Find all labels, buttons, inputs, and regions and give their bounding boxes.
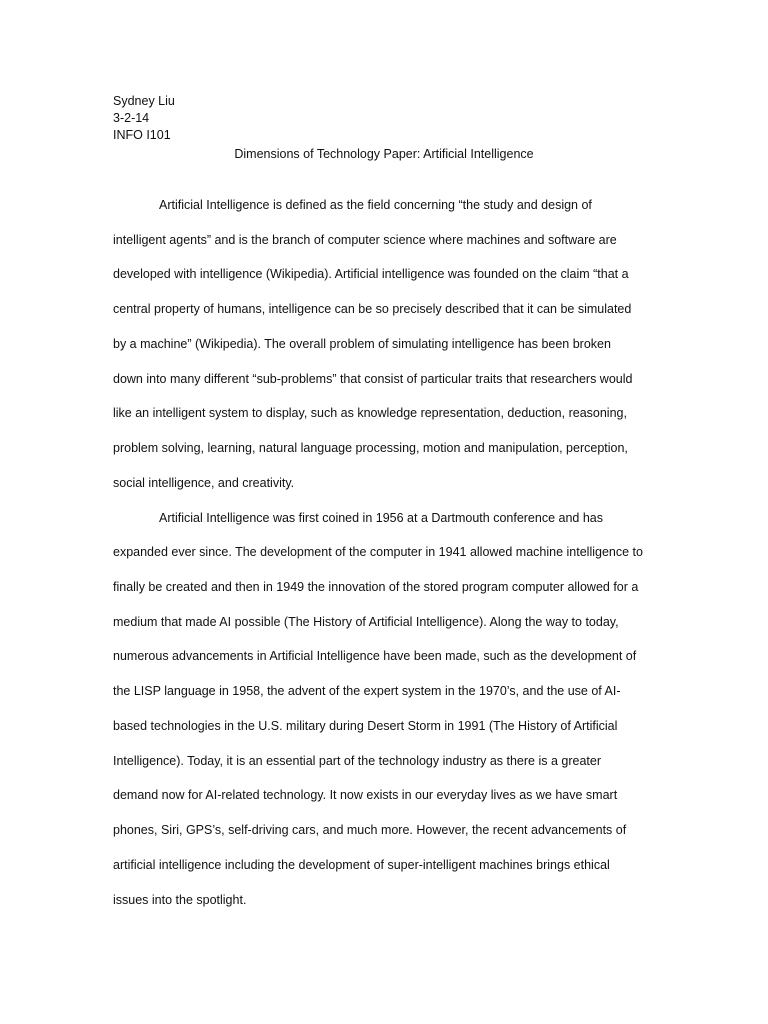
paragraph2-line: demand now for AI-related technology. It now exists in our everyday lives as we have smart <box>113 788 618 802</box>
paragraph2-line: Artificial Intelligence was first coined in 1956 at a Dartmouth conference and has <box>159 511 603 525</box>
author-name: Sydney Liu <box>113 94 175 108</box>
paragraph2-line: Intelligence). Today, it is an essential part of the technology industry as there is a greater <box>113 754 602 768</box>
paragraph2-line: the LISP language in 1958, the advent of the expert system in the 1970’s, and the use of AI- <box>113 684 621 698</box>
paper-title: Dimensions of Technology Paper: Artificial Intelligence <box>234 147 534 161</box>
paragraph1-line: down into many different “sub-problems” that consist of particular traits that researchers would <box>113 372 633 386</box>
document-header <box>113 93 175 144</box>
paragraph2-line: finally be created and then in 1949 the innovation of the stored program computer allowed for a <box>113 580 639 594</box>
paragraph2-line: issues into the spotlight. <box>113 893 247 907</box>
paragraph2-line: medium that made AI possible (The History of Artificial Intelligence). Along the way to today, <box>113 615 619 629</box>
paragraph1-line: problem solving, learning, natural language processing, motion and manipulation, perception, <box>113 441 628 455</box>
course-code: INFO I101 <box>113 128 171 142</box>
paragraph2-line: expanded ever since. The development of the computer in 1941 allowed machine intelligence to <box>113 545 643 559</box>
paragraph2-line: artificial intelligence including the development of super-intelligent machines brings ethical <box>113 858 610 872</box>
paragraph1-line: Artificial Intelligence is defined as the field concerning “the study and design of <box>159 198 592 212</box>
paragraph2-line: based technologies in the U.S. military during Desert Storm in 1991 (The History of Artificial <box>113 719 618 733</box>
paragraph1-line: developed with intelligence (Wikipedia). Artificial intelligence was founded on the claim “that a <box>113 267 629 281</box>
paragraph2-line: phones, Siri, GPS’s, self-driving cars, and much more. However, the recent advancements of <box>113 823 627 837</box>
paragraph1-line: by a machine” (Wikipedia). The overall problem of simulating intelligence has been broken <box>113 337 611 351</box>
paragraph1-line: social intelligence, and creativity. <box>113 476 295 490</box>
document-date: 3-2-14 <box>113 111 150 125</box>
paragraph1-line: central property of humans, intelligence can be so precisely described that it can be simulated <box>113 302 632 316</box>
paragraph1-line: like an intelligent system to display, such as knowledge representation, deduction, reasoning, <box>113 406 627 420</box>
paragraph1-line: intelligent agents” and is the branch of computer science where machines and software are <box>113 233 617 247</box>
paragraph2-line: numerous advancements in Artificial Intelligence have been made, such as the development of <box>113 649 637 663</box>
